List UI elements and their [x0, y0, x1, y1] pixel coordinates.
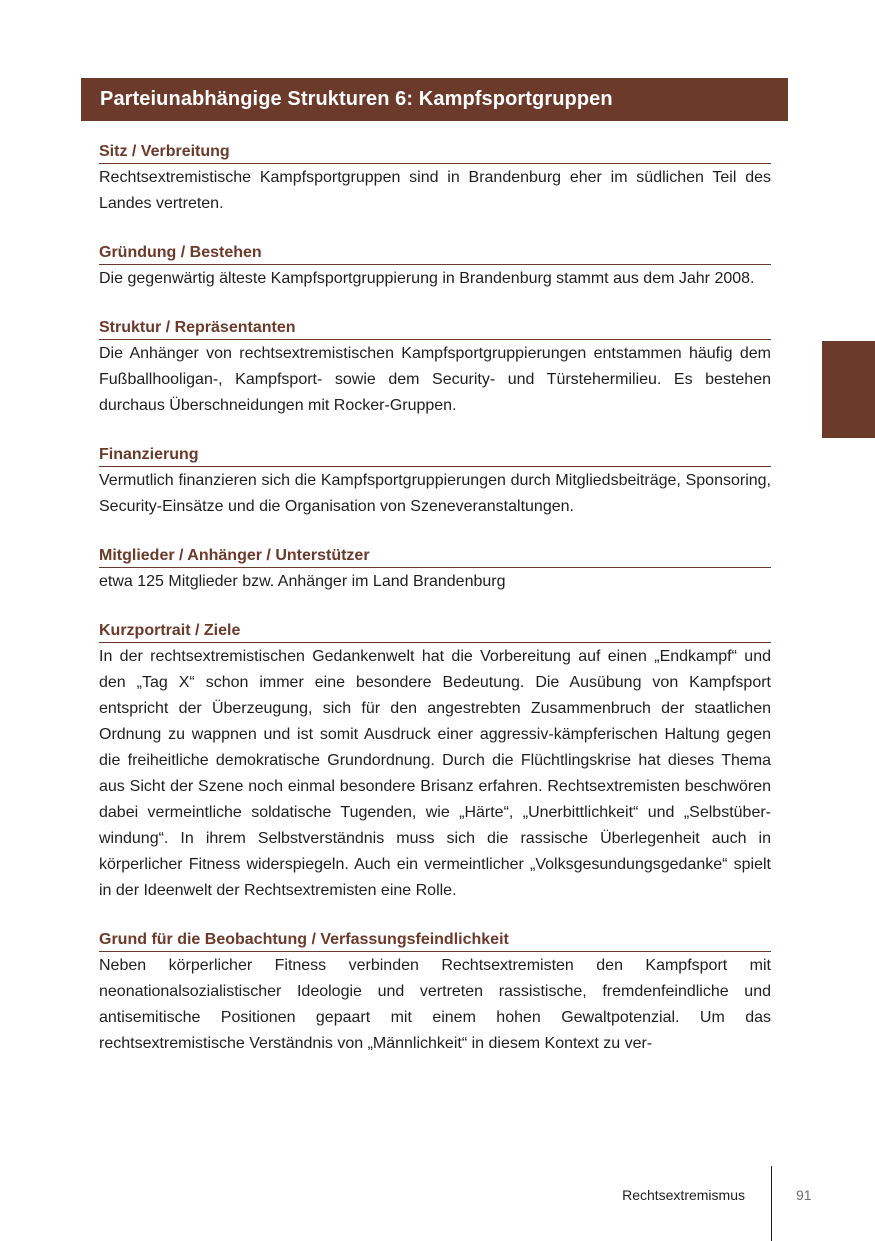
chapter-tab-marker [822, 341, 875, 438]
main-content [99, 138, 771, 1079]
section-heading: Gründung / Bestehen [99, 239, 771, 265]
section-body: etwa 125 Mitglieder bzw. Anhänger im Land Brandenburg [99, 573, 506, 590]
section-body: Neben körperlicher Fitness verbinden Rechtsextremisten den Kampfsport mit neonationalsozialistischer Ideologie und vertreten rassistische, fremdenfeindliche und antisemitische Positionen gepaart mit einem hohen Gewaltpotenzial. Um das rechtsextremistische Verständnis von „Männlichkeit“ in diesem Kontext zu ver- [99, 957, 771, 1052]
section-mitglieder [99, 542, 771, 595]
section-heading: Struktur / Repräsentanten [99, 314, 771, 340]
section-body: Die gegenwärtig älteste Kampfsportgruppierung in Brandenburg stammt aus dem Jahr 2008. [99, 270, 755, 287]
section-body: Vermutlich finanzieren sich die Kampfsportgruppierungen durch Mitgliedsbeiträge, Sponsoring, Security-Einsätze und die Organisation von Szeneveranstaltungen. [99, 472, 771, 515]
section-gruendung [99, 239, 771, 292]
section-struktur [99, 314, 771, 419]
section-heading: Finanzierung [99, 441, 771, 467]
section-sitz [99, 138, 771, 217]
section-body: Die Anhänger von rechtsextremistischen Kampfsportgruppierungen entstammen häufig dem Fußballhooligan-, Kampfsport- sowie dem Security- und Türstehermilieu. Es bestehen durchaus Überschneidungen mit Rocker-Gruppen. [99, 345, 771, 414]
section-heading: Kurzportrait / Ziele [99, 617, 771, 643]
section-header-bar [81, 78, 788, 121]
footer-divider [771, 1166, 772, 1241]
footer-chapter-label: Rechtsextremismus [622, 1187, 745, 1203]
page-number: 91 [796, 1187, 812, 1203]
section-finanzierung [99, 441, 771, 520]
page-title: Parteiunabhängige Strukturen 6: Kampfsportgruppen [100, 88, 613, 110]
section-body: In der rechtsextremistischen Gedankenwelt hat die Vorbereitung auf einen „Endkampf“ und den „Tag X“ schon immer eine besondere Bedeutung. Die Ausübung von Kampfsport entspricht der Überzeugung, sich für den angestrebten Zusammenbruch der staatlichen Ordnung zu wappnen und ist somit Ausdruck einer aggressiv-kämpferischen Haltung gegen die freiheitliche demokratische Grundordnung. Durch die Flüchtlingskrise hat dieses Thema aus Sicht der Szene noch einmal besondere Brisanz erfahren. Rechtsextremisten beschwören dabei vermeintliche soldatische Tugenden, wie „Härte“, „Unerbittlichkeit“ und „Selbstüberwindung“. In ihrem Selbstverständnis muss sich die rassische Überlegenheit auch in körperlicher Fitness widerspiegeln. Auch ein vermeintlicher „Volksgesundungsgedanke“ spielt in der Ideenwelt der Rechtsextremisten eine Rolle. [99, 648, 771, 899]
section-kurzportrait [99, 617, 771, 904]
section-heading: Grund für die Beobachtung / Verfassungsfeindlichkeit [99, 926, 771, 952]
section-body: Rechtsextremistische Kampfsportgruppen sind in Brandenburg eher im südlichen Teil des Landes vertreten. [99, 169, 771, 212]
section-heading: Mitglieder / Anhänger / Unterstützer [99, 542, 771, 568]
section-beobachtung [99, 926, 771, 1057]
section-heading: Sitz / Verbreitung [99, 138, 771, 164]
